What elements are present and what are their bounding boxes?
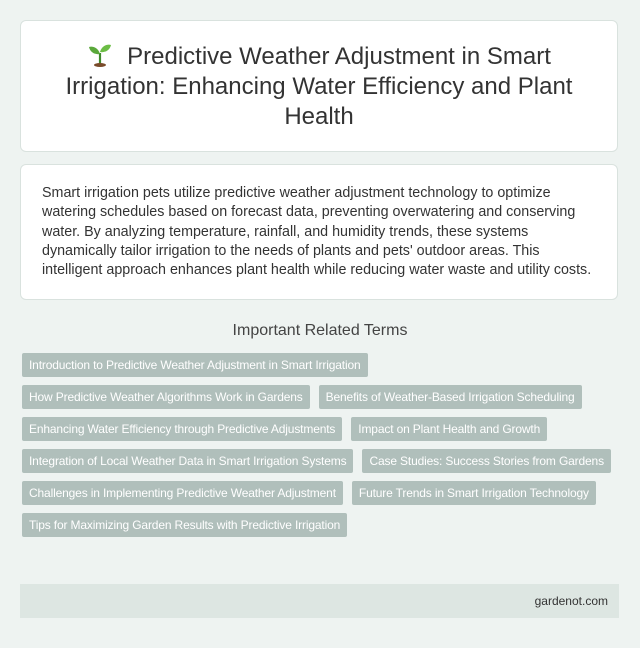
related-terms-heading: Important Related Terms	[232, 322, 408, 339]
related-term-tag[interactable]: Benefits of Weather-Based Irrigation Scheduling	[319, 385, 582, 409]
footer-site-link[interactable]: gardenot.com	[534, 594, 608, 608]
related-term-tag[interactable]: Impact on Plant Health and Growth	[351, 417, 547, 441]
page-title	[61, 41, 577, 132]
related-terms-list	[22, 353, 622, 537]
related-term-tag[interactable]: How Predictive Weather Algorithms Work in Gardens	[22, 385, 310, 409]
related-term-tag[interactable]: Tips for Maximizing Garden Results with Predictive Irrigation	[22, 513, 347, 537]
related-term-tag[interactable]: Integration of Local Weather Data in Smart Irrigation Systems	[22, 449, 353, 473]
footer	[20, 584, 619, 618]
related-term-tag[interactable]: Introduction to Predictive Weather Adjustment in Smart Irrigation	[22, 353, 368, 377]
page-title-text: Predictive Weather Adjustment in Smart Irrigation: Enhancing Water Efficiency and Plant Health	[65, 42, 573, 130]
related-term-tag[interactable]: Challenges in Implementing Predictive Weather Adjustment	[22, 481, 343, 505]
related-term-tag[interactable]: Case Studies: Success Stories from Gardens	[362, 449, 610, 473]
related-term-tag[interactable]: Future Trends in Smart Irrigation Technology	[352, 481, 596, 505]
title-card	[20, 20, 618, 152]
summary-card	[20, 164, 618, 300]
summary-text: Smart irrigation pets utilize predictive weather adjustment technology to optimize watering schedules based on forecast data, preventing overwatering and conserving water. By analyzing temperature, rainfall, and humidity trends, these systems dynamically tailor irrigation to the needs of plants and pets' outdoor areas. This intelligent approach enhances plant health while reducing water waste and utility costs.	[42, 185, 592, 279]
sprout-icon	[87, 41, 113, 67]
related-term-tag[interactable]: Enhancing Water Efficiency through Predictive Adjustments	[22, 417, 342, 441]
